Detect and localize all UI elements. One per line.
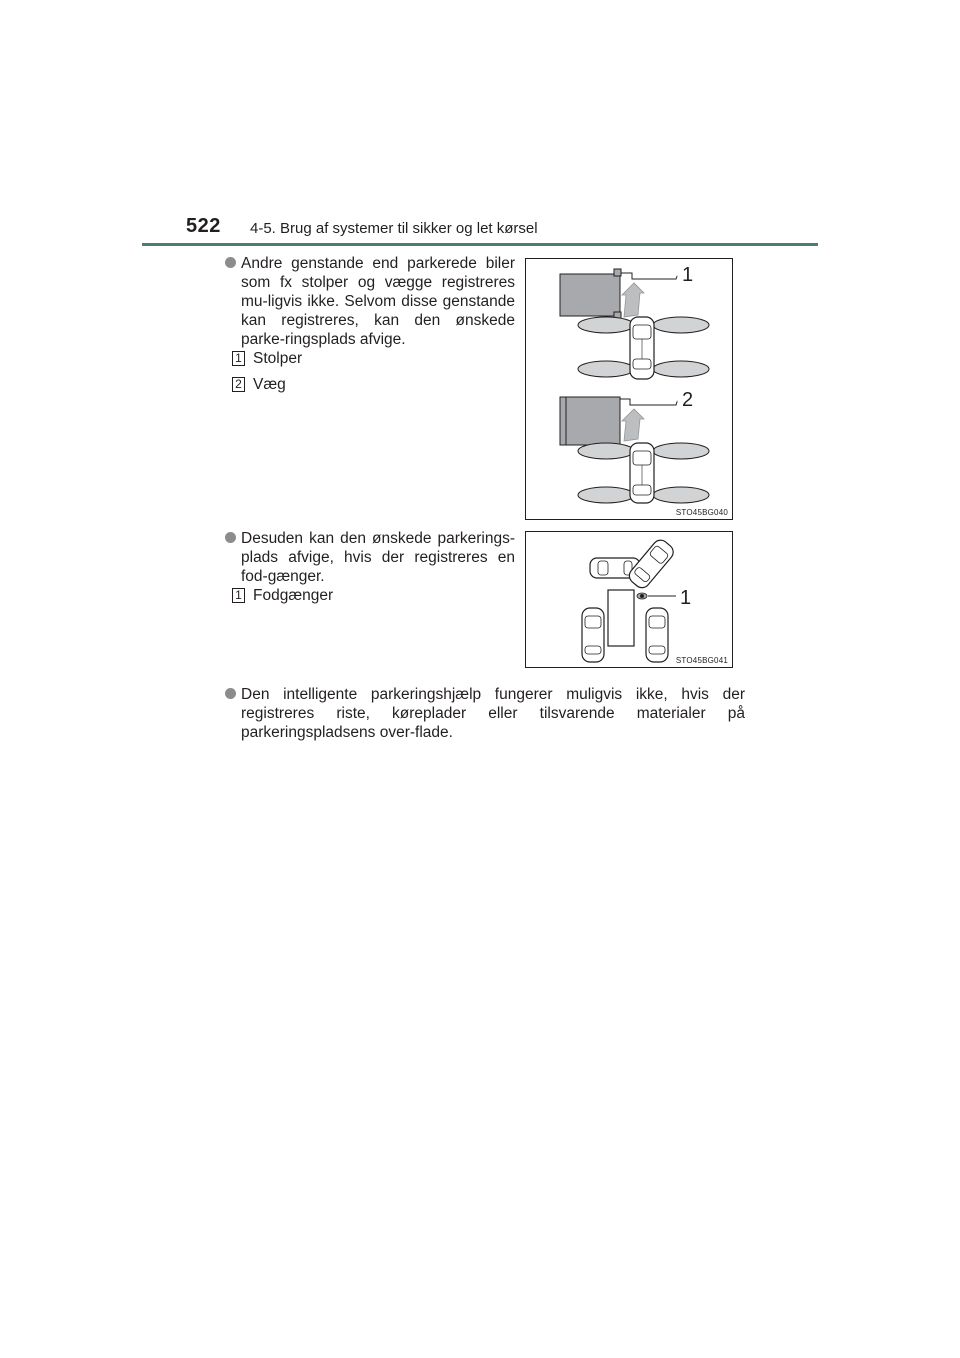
legend-item: [232, 586, 333, 605]
bullet-dot-icon: [225, 257, 236, 268]
object-block: [560, 274, 620, 316]
section-title: 4-5. Brug af systemer til sikker og let kørsel: [250, 220, 538, 237]
callout-number: 2: [682, 389, 694, 411]
page-number: 522: [186, 215, 221, 237]
legend-label: Væg: [253, 376, 286, 393]
wall-icon: [560, 397, 620, 445]
bullet-item: [225, 529, 515, 586]
bullet-text: Desuden kan den ønskede parkerings-plads afvige, hvis der registreres en fod-gænger.: [241, 530, 515, 585]
bullet-dot-icon: [225, 688, 236, 699]
car-icon: [582, 608, 604, 662]
arrow-icon: [622, 283, 644, 317]
callout-number-icon: 2: [232, 377, 245, 392]
figure-code: STO45BG041: [675, 656, 728, 665]
callout-line: [621, 273, 678, 279]
bullet-text: Andre genstande end parkerede biler som fx stolper og vægge registreres mu-ligvis ikke. Selvom disse genstande kan registreres, kan den ønskede parke-ringsplads afvige.: [241, 255, 515, 348]
sensor-wave-icon: [578, 317, 634, 333]
sensor-wave-icon: [653, 317, 709, 333]
figure-sensor-detection: [525, 258, 733, 520]
parking-slot: [608, 590, 634, 646]
bullet-item: [225, 254, 515, 349]
legend-label: Stolper: [253, 350, 303, 367]
bullet-text: Den intelligente parkeringshjælp fungerer muligvis ikke, hvis der registreres riste, køreplader eller tilsvarende materialer på parkeringspladsens over-flade.: [241, 686, 745, 741]
car-icon: [630, 317, 654, 379]
callout-number-icon: 1: [232, 588, 245, 603]
car-icon: [646, 608, 668, 662]
legend-item: [232, 349, 302, 368]
sensor-wave-icon: [653, 443, 709, 459]
callout-number-icon: 1: [232, 351, 245, 366]
bullet-dot-icon: [225, 532, 236, 543]
sensor-wave-icon: [653, 487, 709, 503]
figure-illustration: [526, 259, 732, 519]
legend-item: [232, 375, 286, 394]
figure-code: STO45BG040: [675, 508, 728, 517]
callout-line: [620, 399, 678, 405]
legend-label: Fodgænger: [253, 587, 334, 604]
header-rule: [142, 243, 818, 246]
callout-number: 1: [680, 587, 692, 609]
pedestrian-icon: [637, 593, 647, 599]
post-icon: [614, 269, 621, 276]
car-icon: [630, 443, 654, 503]
bullet-item: [225, 685, 745, 742]
figure-pedestrian-detection: [525, 531, 733, 668]
figure-illustration: [526, 532, 732, 667]
arrow-icon: [622, 409, 644, 441]
sensor-wave-icon: [578, 361, 634, 377]
sensor-wave-icon: [578, 443, 634, 459]
callout-number: 1: [682, 264, 694, 286]
sensor-wave-icon: [653, 361, 709, 377]
sensor-wave-icon: [578, 487, 634, 503]
